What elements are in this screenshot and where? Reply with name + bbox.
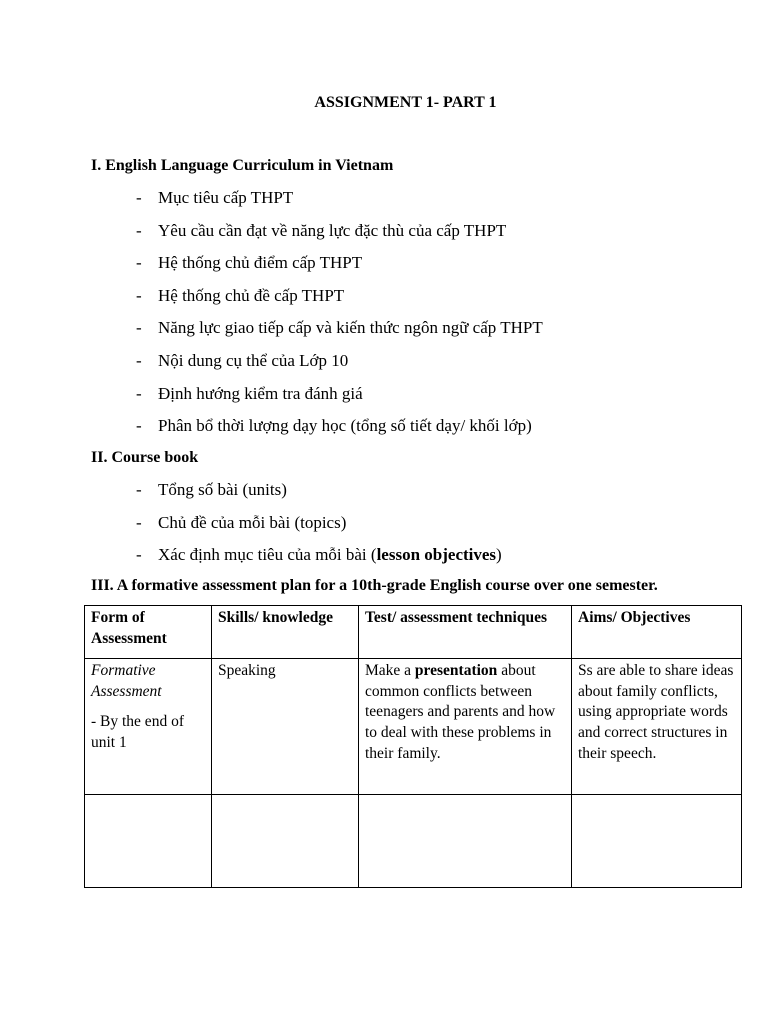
table-row	[85, 795, 742, 888]
bullet-dash: -	[136, 512, 142, 532]
table-row	[85, 659, 742, 795]
techniques-prefix: Make a	[365, 662, 415, 679]
header-skills-knowledge: Skills/ knowledge	[212, 606, 359, 659]
list-item-text: Mục tiêu cấp THPT	[158, 188, 294, 207]
bullet-dash: -	[136, 188, 142, 207]
bullet-dash: -	[136, 220, 142, 240]
empty-cell	[85, 795, 212, 888]
form-timing: - By the end of unit 1	[91, 713, 184, 752]
list-item-text: Hệ thống chủ điểm cấp THPT	[158, 253, 363, 273]
bullet-dash: -	[136, 285, 142, 305]
list-item-text: Chủ đề của mỗi bài (topics)	[158, 512, 347, 532]
bullet-dash: -	[136, 480, 142, 499]
bullet-dash: -	[136, 383, 142, 403]
bullet-dash: -	[136, 253, 142, 273]
bullet-dash: -	[136, 318, 142, 338]
cell-form	[85, 659, 212, 795]
section-1-heading: I. English Language Curriculum in Vietnam	[91, 157, 394, 174]
list-item-text	[158, 545, 502, 565]
list-item-suffix: )	[496, 545, 502, 565]
list-item-text: Năng lực giao tiếp cấp và kiến thức ngôn ngữ cấp THPT	[158, 318, 543, 338]
section-3-heading: III. A formative assessment plan for a 10th-grade English course over one semester.	[91, 577, 658, 594]
cell-skills: Speaking	[212, 659, 359, 795]
header-form-of-assessment: Form of Assessment	[85, 606, 212, 659]
lesson-objectives-bold: lesson objectives	[376, 545, 497, 565]
list-item-prefix: Xác định mục tiêu của mỗi bài (	[158, 545, 377, 565]
bullet-dash: -	[136, 545, 142, 565]
document-title: ASSIGNMENT 1- PART 1	[314, 94, 497, 111]
list-item-text: Hệ thống chủ đề cấp THPT	[158, 285, 345, 305]
empty-cell	[572, 795, 742, 888]
techniques-suffix: about common conflicts between teenagers and parents and how to deal with these problems in their family.	[365, 662, 556, 762]
bullet-dash: -	[136, 350, 142, 370]
header-aims-objectives: Aims/ Objectives	[572, 606, 742, 659]
section-2-heading: II. Course book	[91, 449, 199, 466]
form-type: Formative Assessment	[91, 662, 162, 700]
empty-cell	[212, 795, 359, 888]
list-item-text: Tổng số bài (units)	[158, 480, 287, 499]
list-item-text: Yêu cầu cần đạt về năng lực đặc thù của cấp THPT	[158, 220, 507, 240]
list-item-text: Định hướng kiểm tra đánh giá	[158, 383, 363, 403]
techniques-bold: presentation	[414, 662, 498, 679]
cell-aims: Ss are able to share ideas about family conflicts, using appropriate words and correct structures in their speech.	[572, 659, 742, 795]
list-item-text: Nội dung cụ thể của Lớp 10	[158, 350, 349, 370]
table-header-row	[85, 606, 742, 659]
list-item-text: Phân bổ thời lượng dạy học (tổng số tiết dạy/ khối lớp)	[158, 416, 532, 436]
assessment-plan-table	[84, 605, 742, 888]
cell-techniques	[359, 659, 572, 795]
empty-cell	[359, 795, 572, 888]
bullet-dash: -	[136, 416, 142, 436]
header-test-techniques: Test/ assessment techniques	[359, 606, 572, 659]
